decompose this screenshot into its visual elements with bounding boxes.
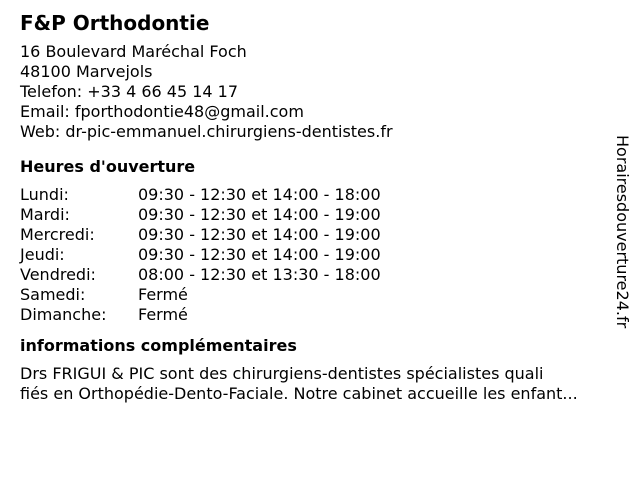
site-brand-label: Horairesdouverture24.fr <box>613 135 632 329</box>
day-label: Mardi: <box>20 205 70 224</box>
info-heading: informations complémentaires <box>20 336 297 355</box>
web-line: Web: dr-pic-emmanuel.chirurgiens-dentistes.fr <box>20 122 393 141</box>
business-card <box>20 10 620 404</box>
day-label: Samedi: <box>20 285 86 304</box>
hours-row-friday <box>20 265 620 285</box>
hours-heading: Heures d'ouverture <box>20 157 196 176</box>
hours-row-saturday <box>20 285 620 305</box>
day-label: Mercredi: <box>20 225 95 244</box>
day-hours: 09:30 - 12:30 et 14:00 - 19:00 <box>138 225 381 244</box>
email-line: Email: fporthodontie48@gmail.com <box>20 102 304 121</box>
day-hours: 08:00 - 12:30 et 13:30 - 18:00 <box>138 265 381 284</box>
info-text: Drs FRIGUI & PIC sont des chirurgiens-dentistes spécialistes quali fiés en Orthopédie-Dento-Faciale. Notre cabinet accueille les enfant... <box>20 364 578 403</box>
address-street: 16 Boulevard Maréchal Foch <box>20 42 247 61</box>
day-hours: 09:30 - 12:30 et 14:00 - 18:00 <box>138 185 381 204</box>
hours-row-tuesday <box>20 205 620 225</box>
day-label: Jeudi: <box>20 245 65 264</box>
contact-block <box>20 42 620 142</box>
day-label: Dimanche: <box>20 305 107 324</box>
hours-row-thursday <box>20 245 620 265</box>
day-hours: 09:30 - 12:30 et 14:00 - 19:00 <box>138 245 381 264</box>
hours-row-wednesday <box>20 225 620 245</box>
address-city: 48100 Marvejols <box>20 62 153 81</box>
day-hours: Fermé <box>138 285 188 304</box>
hours-table <box>20 185 620 325</box>
hours-row-monday <box>20 185 620 205</box>
phone-line: Telefon: +33 4 66 45 14 17 <box>20 82 239 101</box>
day-hours: 09:30 - 12:30 et 14:00 - 19:00 <box>138 205 381 224</box>
day-label: Lundi: <box>20 185 69 204</box>
hours-row-sunday <box>20 305 620 325</box>
day-hours: Fermé <box>138 305 188 324</box>
day-label: Vendredi: <box>20 265 96 284</box>
business-name: F&P Orthodontie <box>20 11 210 35</box>
